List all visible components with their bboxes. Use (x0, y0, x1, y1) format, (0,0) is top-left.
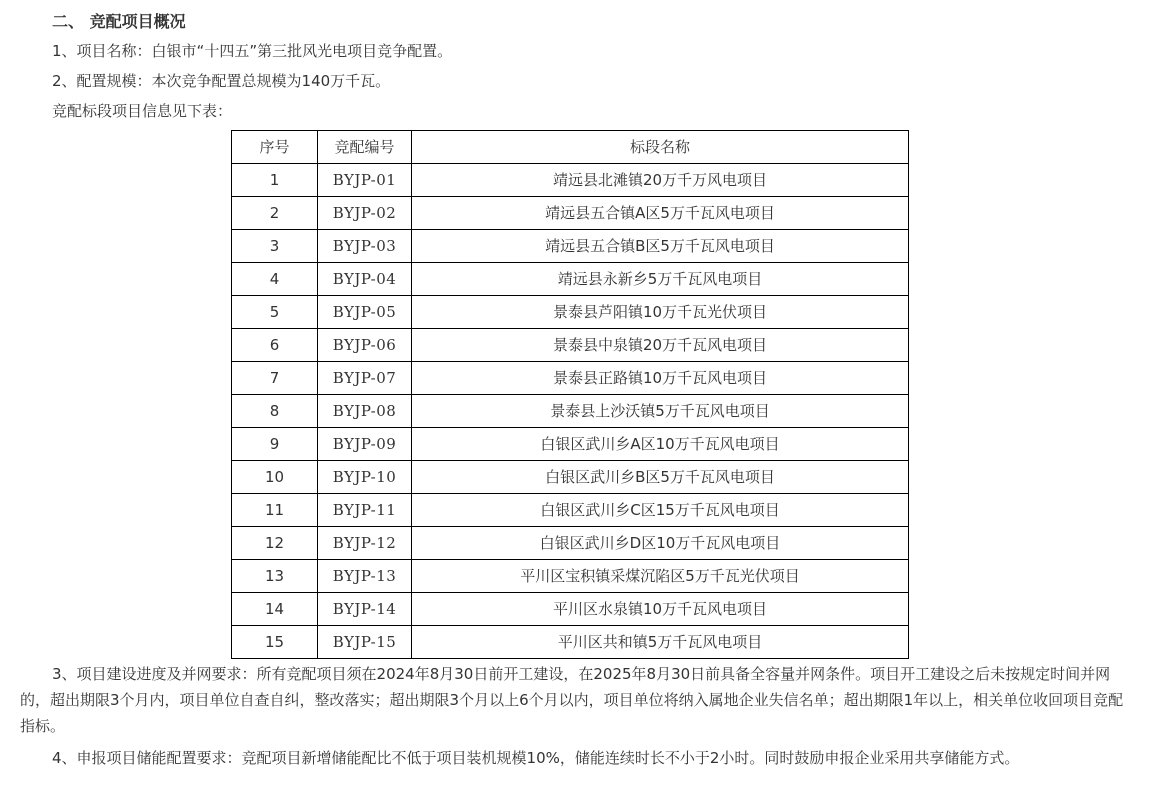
row-serial-number: 11 (232, 494, 318, 527)
row-bid-code: BYJP-08 (318, 395, 412, 428)
table-row (232, 560, 909, 593)
row-bid-code: BYJP-01 (318, 164, 412, 197)
row-bid-code: BYJP-09 (318, 428, 412, 461)
row-section-name: 景泰县芦阳镇10万千瓦光伏项目 (412, 296, 909, 329)
row-serial-number: 14 (232, 593, 318, 626)
row-section-name: 靖远县永新乡5万千瓦风电项目 (412, 263, 909, 296)
bid-section-table (231, 130, 909, 659)
row-serial-number: 15 (232, 626, 318, 659)
table-row (232, 593, 909, 626)
row-bid-code: BYJP-12 (318, 527, 412, 560)
row-serial-number: 10 (232, 461, 318, 494)
row-section-name: 平川区共和镇5万千瓦风电项目 (412, 626, 909, 659)
row-bid-code: BYJP-15 (318, 626, 412, 659)
header-serial-number: 序号 (232, 131, 318, 164)
row-serial-number: 6 (232, 329, 318, 362)
row-bid-code: BYJP-05 (318, 296, 412, 329)
table-intro-line: 竞配标段项目信息见下表： (52, 102, 233, 120)
row-serial-number: 1 (232, 164, 318, 197)
row-serial-number: 8 (232, 395, 318, 428)
table-row (232, 527, 909, 560)
table-row (232, 329, 909, 362)
table-row (232, 461, 909, 494)
row-serial-number: 5 (232, 296, 318, 329)
row-bid-code: BYJP-03 (318, 230, 412, 263)
table-row (232, 296, 909, 329)
row-serial-number: 4 (232, 263, 318, 296)
row-section-name: 景泰县中泉镇20万千瓦风电项目 (412, 329, 909, 362)
row-serial-number: 3 (232, 230, 318, 263)
table-row (232, 395, 909, 428)
table-header-row (232, 131, 909, 164)
table-body (232, 164, 909, 659)
row-serial-number: 9 (232, 428, 318, 461)
row-bid-code: BYJP-10 (318, 461, 412, 494)
row-bid-code: BYJP-06 (318, 329, 412, 362)
row-section-name: 白银区武川乡D区10万千瓦风电项目 (412, 527, 909, 560)
header-section-name: 标段名称 (412, 131, 909, 164)
section-heading: 二、 竞配项目概况 (52, 12, 186, 31)
header-bid-code: 竞配编号 (318, 131, 412, 164)
row-serial-number: 12 (232, 527, 318, 560)
row-section-name: 景泰县正路镇10万千瓦风电项目 (412, 362, 909, 395)
table-row (232, 263, 909, 296)
row-serial-number: 7 (232, 362, 318, 395)
row-section-name: 靖远县五合镇B区5万千瓦风电项目 (412, 230, 909, 263)
row-section-name: 景泰县上沙沃镇5万千瓦风电项目 (412, 395, 909, 428)
project-name-line: 1、项目名称：白银市“十四五”第三批风光电项目竞争配置。 (52, 42, 453, 60)
row-section-name: 白银区武川乡C区15万千瓦风电项目 (412, 494, 909, 527)
row-section-name: 白银区武川乡B区5万千瓦风电项目 (412, 461, 909, 494)
table-row (232, 626, 909, 659)
row-section-name: 靖远县五合镇A区5万千瓦风电项目 (412, 197, 909, 230)
row-section-name: 靖远县北滩镇20万千万风电项目 (412, 164, 909, 197)
row-bid-code: BYJP-04 (318, 263, 412, 296)
storage-requirement: 4、申报项目储能配置要求：竞配项目新增储能配比不低于项目装机规模10%，储能连续时长不小于2小时。同时鼓励申报企业采用共享储能方式。 (52, 749, 1020, 767)
row-section-name: 平川区水泉镇10万千瓦风电项目 (412, 593, 909, 626)
row-bid-code: BYJP-07 (318, 362, 412, 395)
table-row (232, 197, 909, 230)
table-row (232, 230, 909, 263)
row-section-name: 平川区宝积镇采煤沉陷区5万千瓦光伏项目 (412, 560, 909, 593)
table-row (232, 362, 909, 395)
table-row (232, 428, 909, 461)
table-row (232, 494, 909, 527)
scale-line: 2、配置规模：本次竞争配置总规模为140万千瓦。 (52, 72, 391, 90)
row-bid-code: BYJP-02 (318, 197, 412, 230)
row-serial-number: 13 (232, 560, 318, 593)
row-bid-code: BYJP-11 (318, 494, 412, 527)
row-bid-code: BYJP-14 (318, 593, 412, 626)
construction-requirement: 3、项目建设进度及并网要求：所有竞配项目须在2024年8月30日前开工建设，在2025年8月30日前具备全容量并网条件。项目开工建设之后未按规定时间并网的，超出期限3个月内，项目单位自查自纠，整改落实；超出期限3个月以上6个月以内，项目单位将纳入属地企业失信名单；超出期限1年以上，相关单位收回项目竞配指标。 (20, 665, 1124, 735)
row-section-name: 白银区武川乡A区10万千瓦风电项目 (412, 428, 909, 461)
table-row (232, 164, 909, 197)
row-serial-number: 2 (232, 197, 318, 230)
row-bid-code: BYJP-13 (318, 560, 412, 593)
